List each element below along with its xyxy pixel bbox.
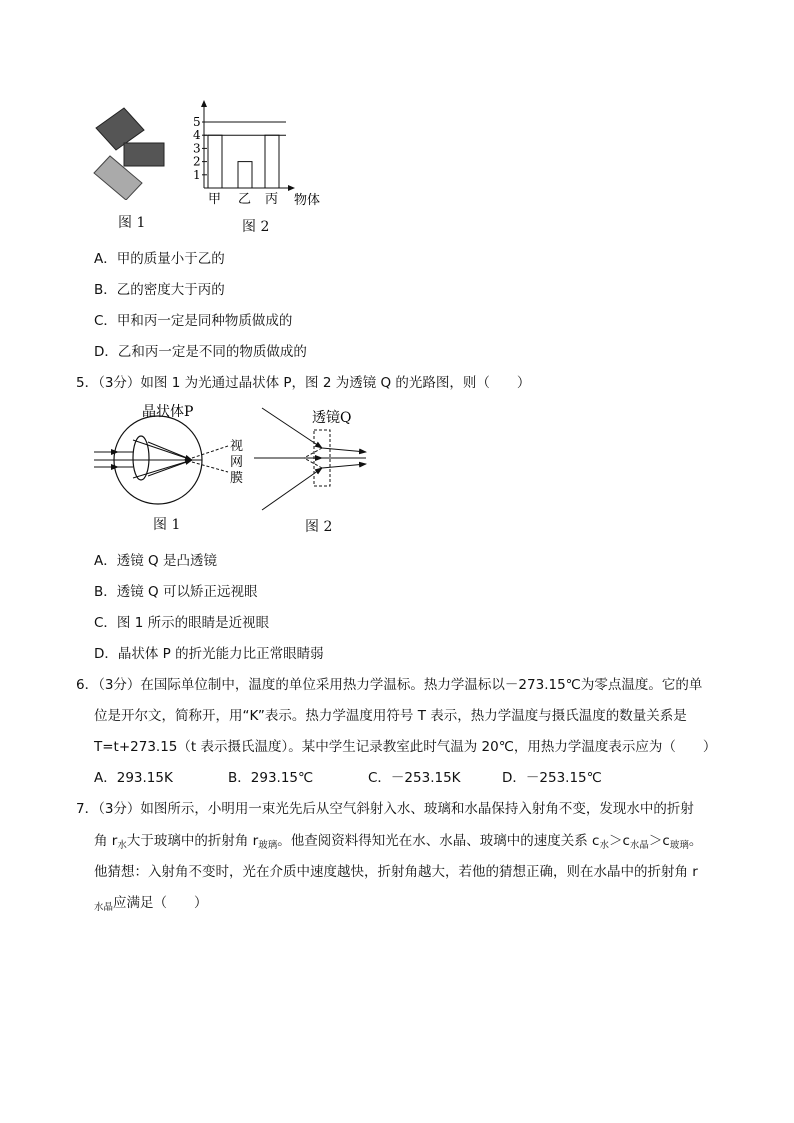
lens-q-label: 透镜Q bbox=[312, 410, 352, 426]
q5-figure-lens bbox=[252, 402, 372, 514]
q4-option-c[interactable]: C．甲和丙一定是同种物质做成的 bbox=[94, 313, 293, 329]
ray-dashed-bottom bbox=[192, 462, 228, 472]
retina-label-3: 膜 bbox=[230, 471, 244, 486]
y-tick-label: 5 bbox=[193, 115, 201, 129]
ray-dashed-top bbox=[192, 446, 228, 458]
q7-line-3: 他猜想：入射角不变时，光在介质中速度越快，折射角越大，若他的猜想正确，则在水晶中的折射角 r bbox=[94, 864, 698, 880]
q6-option-c[interactable]: C．－253.15K bbox=[368, 770, 461, 786]
ray-top-refracted bbox=[133, 440, 192, 460]
x-category-label: 乙 bbox=[238, 192, 252, 207]
lens-p-label: 晶状体P bbox=[142, 404, 194, 420]
q5-fig1-caption: 图 1 bbox=[153, 517, 181, 533]
q4-option-a[interactable]: A．甲的质量小于乙的 bbox=[94, 251, 225, 267]
q5-option-a[interactable]: A．透镜 Q 是凸透镜 bbox=[94, 553, 217, 569]
q4-fig1-caption: 图 1 bbox=[118, 215, 146, 231]
bar-1 bbox=[208, 135, 222, 188]
ray-lower bbox=[262, 468, 322, 510]
q6-option-d[interactable]: D．－253.15℃ bbox=[502, 770, 602, 786]
q5-figure-eye bbox=[92, 400, 262, 512]
q4-fig2-caption: 图 2 bbox=[242, 219, 270, 235]
q4-option-b[interactable]: B．乙的密度大于丙的 bbox=[94, 282, 225, 298]
block-yi bbox=[124, 143, 164, 166]
bar-2 bbox=[238, 162, 252, 188]
retina-label-1: 视 bbox=[230, 439, 244, 454]
q5-stem: 5．（3分）如图 1 为光通过晶状体 P，图 2 为透镜 Q 的光路图，则（ ） bbox=[76, 375, 531, 391]
y-tick-label: 3 bbox=[193, 141, 201, 156]
q5-option-c[interactable]: C．图 1 所示的眼睛是近视眼 bbox=[94, 615, 270, 631]
x-axis-label: 物体 bbox=[294, 193, 321, 208]
y-axis-arrow bbox=[201, 100, 207, 107]
q6-line-1: 6．（3分）在国际单位制中，温度的单位采用热力学温标。热力学温标以－273.15℃为零点温度。它的单 bbox=[76, 677, 703, 693]
q6-option-a[interactable]: A．293.15K bbox=[94, 770, 173, 786]
q5-option-d[interactable]: D．晶状体 P 的折光能力比正常眼睛弱 bbox=[94, 646, 324, 662]
y-tick-label: 2 bbox=[193, 154, 201, 169]
x-category-label: 甲 bbox=[208, 192, 222, 207]
y-tick-label: 1 bbox=[193, 167, 201, 182]
q7-line-2: 角 $r_水$大于玻璃中的折射角 $r_{玻璃}$。他查阅资料得知光在水、水晶、玻璃中的速度关系 $c_水>c_{水晶}>c_{玻璃}$。 bbox=[94, 833, 703, 851]
q4-option-d[interactable]: D．乙和丙一定是不同的物质做成的 bbox=[94, 344, 307, 360]
virtual-ray-top bbox=[304, 448, 322, 458]
x-axis-arrow bbox=[288, 185, 295, 191]
x-category-label: 丙 bbox=[265, 192, 279, 207]
retina-label-2: 网 bbox=[230, 455, 244, 470]
q5-fig2-caption: 图 2 bbox=[305, 519, 333, 535]
q5-option-b[interactable]: B．透镜 Q 可以矫正远视眼 bbox=[94, 584, 258, 600]
virtual-ray-bottom bbox=[304, 458, 322, 468]
q7-line-1: 7．（3分）如图所示，小明用一束光先后从空气斜射入水、玻璃和水晶保持入射角不变，发现水中的折射 bbox=[76, 801, 694, 817]
q6-line-2: 位是开尔文，简称开，用“K”表示。热力学温度用符号 T 表示，热力学温度与摄氏温度的数量关系是 bbox=[94, 708, 687, 724]
q4-figure-2-bar-chart bbox=[182, 100, 332, 210]
q7-line-4: $_{水晶}$应满足（ ） bbox=[94, 895, 208, 913]
bar-3 bbox=[265, 135, 279, 188]
y-tick-label: 4 bbox=[193, 128, 201, 143]
q6-line-3: T=t+273.15（t 表示摄氏温度）。某中学生记录教室此时气温为 20℃，用热力学温度表示应为（ ） bbox=[94, 739, 717, 755]
q4-figure-1 bbox=[90, 100, 175, 200]
q6-option-b[interactable]: B．293.15℃ bbox=[228, 770, 314, 786]
